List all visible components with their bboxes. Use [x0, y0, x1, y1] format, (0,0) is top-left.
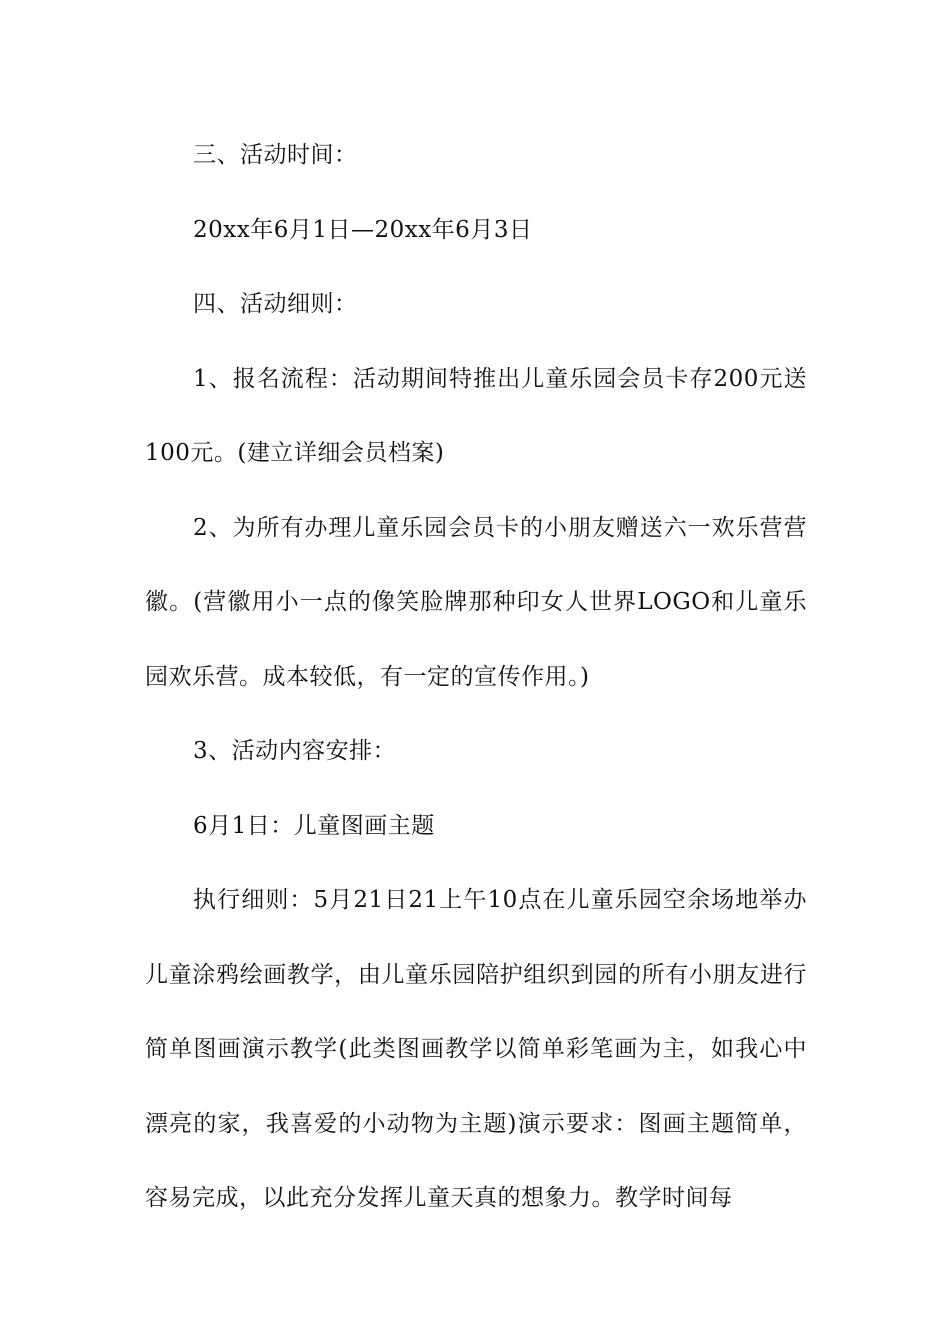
- execution-details: 执行细则：5月21日21上午10点在儿童乐园空余场地举办儿童涂鸦绘画教学，由儿童乐园陪护组织到园的所有小朋友进行简单图画演示教学(此类图画教学以简单彩笔画为主，如我心中漂亮的家，我喜爱的小动物为主题)演示要求：图画主题简单，容易完成，以此充分发挥儿童天真的想象力。教学时间每: [145, 887, 807, 1211]
- document-body: [145, 118, 807, 1236]
- rule-registration-process: 1、报名流程：活动期间特推出儿童乐园会员卡存200元送100元。(建立详细会员档案): [145, 365, 807, 466]
- schedule-june-1-title: 6月1日：儿童图画主题: [193, 812, 435, 839]
- section-heading-activity-rules: 四、活动细则：: [193, 291, 358, 317]
- activity-date-range: 20xx年6月1日—20xx年6月3日: [193, 216, 533, 243]
- rule-badge-gift: 2、为所有办理儿童乐园会员卡的小朋友赠送六一欢乐营营徽。(营徽用小一点的像笑脸牌那种印女人世界LOGO和儿童乐园欢乐营。成本较低，有一定的宣传作用。): [145, 514, 807, 690]
- section-heading-activity-time: 三、活动时间：: [193, 142, 358, 168]
- section-heading-content-arrangement: 3、活动内容安排：: [193, 738, 397, 764]
